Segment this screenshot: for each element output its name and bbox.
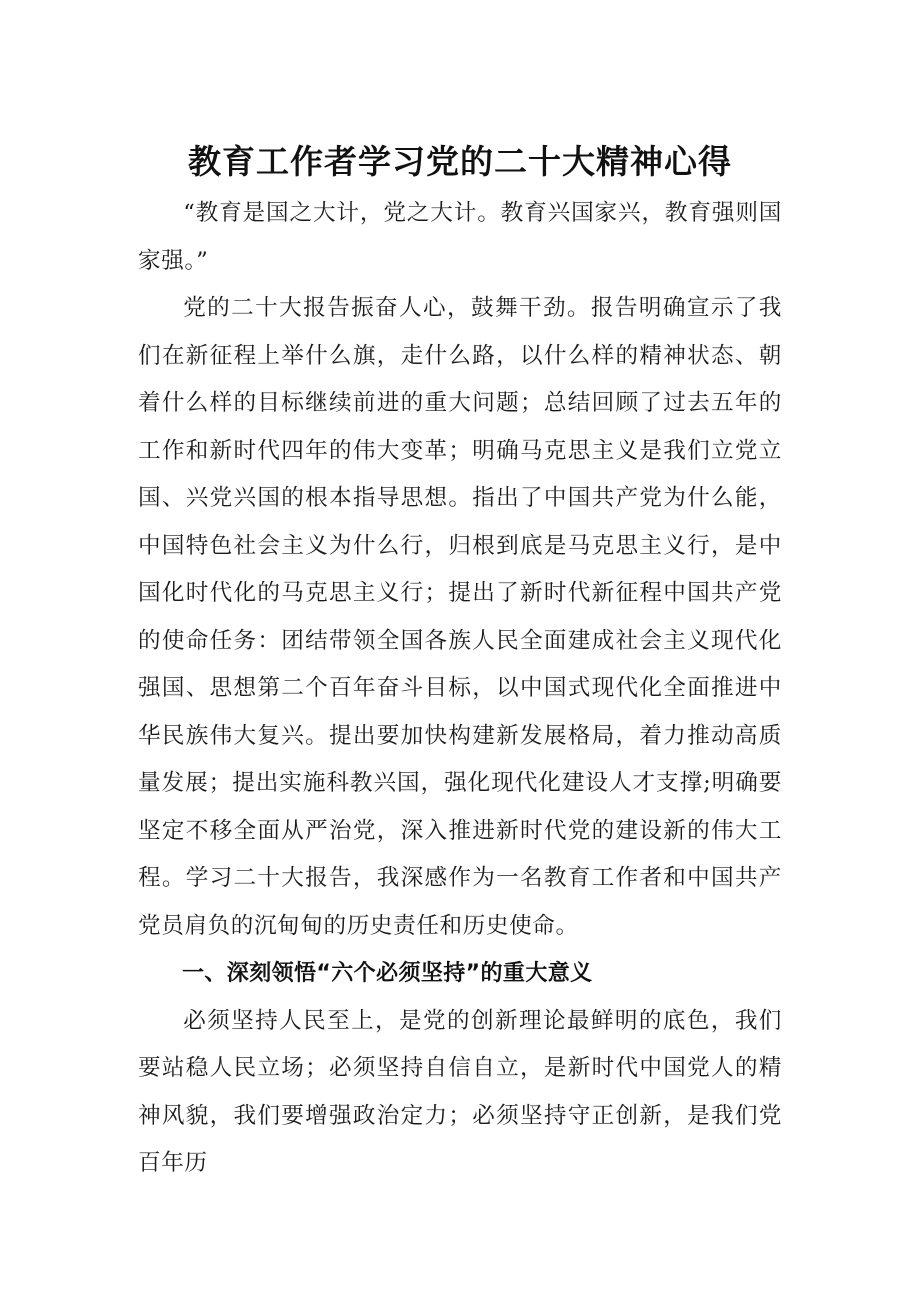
section-paragraph: 必须坚持人民至上，是党的创新理论最鲜明的底色，我们要站稳人民立场；必须坚持自信自立，是新时代中国党人的精神风貌，我们要增强政治定力；必须坚持守正创新，是我们党百年历 bbox=[138, 1007, 782, 1176]
document-title: 教育工作者学习党的二十大精神心得 bbox=[188, 142, 732, 181]
section-heading: 一、深刻领悟“六个必须坚持”的重大意义 bbox=[182, 961, 593, 986]
document-body bbox=[138, 190, 782, 1188]
quote-paragraph: “教育是国之大计，党之大计。教育兴国家兴，教育强则国家强。” bbox=[138, 200, 782, 274]
report-paragraph: 党的二十大报告振奋人心，鼓舞干劲。报告明确宣示了我们在新征程上举什么旗，走什么路，以什么样的精神状态、朝着什么样的目标继续前进的重大问题；总结回顾了过去五年的工作和新时代四年的伟大变革；明确马克思主义是我们立党立国、兴党兴国的根本指导思想。指出了中国共产党为什么能，中国特色社会主义为什么行，归根到底是马克思主义行，是中国化时代化的马克思主义行；提出了新时代新征程中国共产党的使命任务：团结带领全国各族人民全面建成社会主义现代化强国、思想第二个百年奋斗目标，以中国式现代化全面推进中华民族伟大复兴。提出要加快构建新发展格局，着力推动高质量发展；提出实施科教兴国，强化现代化建设人才支撑;明确要坚定不移全面从严治党，深入推进新时代党的建设新的伟大工程。学习二十大报告，我深感作为一名教育工作者和中国共产党员肩负的沉甸甸的历史责任和历史使命。 bbox=[138, 295, 782, 939]
